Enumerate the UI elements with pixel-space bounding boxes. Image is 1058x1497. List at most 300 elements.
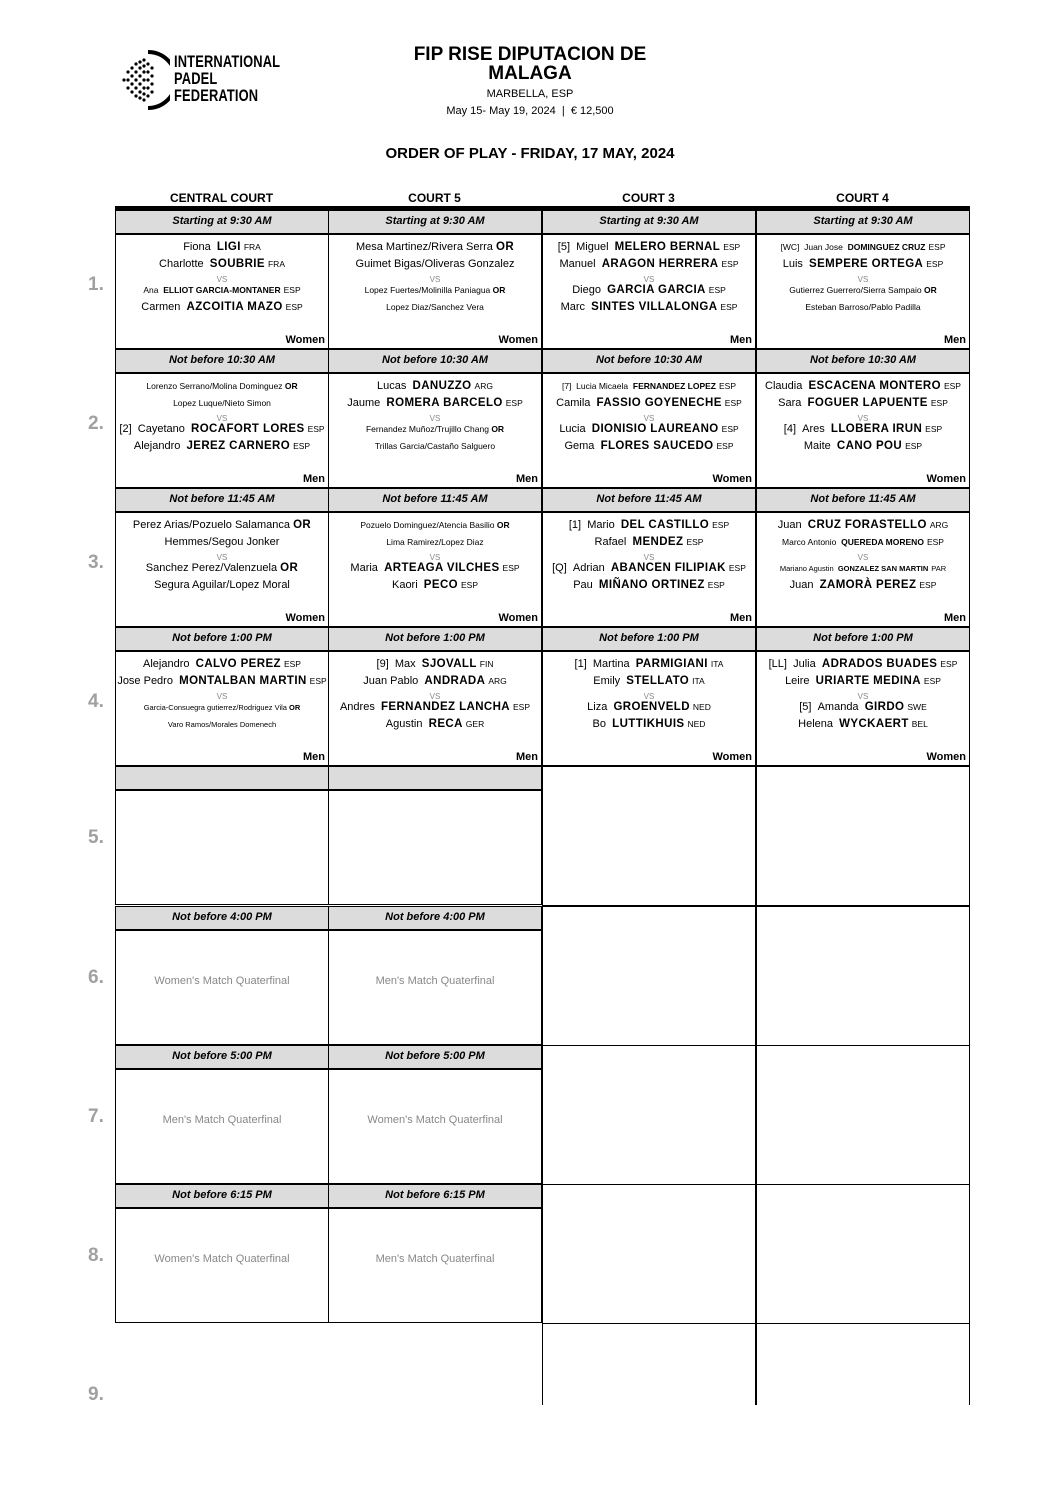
match-category: Women <box>712 751 752 763</box>
pair-names: Mesa Martinez/Rivera Serra <box>355 241 493 253</box>
match-cell-central <box>115 1069 329 1184</box>
vs-separator: VS <box>429 553 441 562</box>
pair-names: Lima Ramirez/Lopez Diaz <box>386 537 484 547</box>
player-line <box>116 258 328 271</box>
vs-separator: VS <box>857 692 869 701</box>
player-line <box>116 701 328 714</box>
match-placeholder: Men's Match Quaterfinal <box>375 975 495 987</box>
match-cell-court3 <box>542 651 756 766</box>
nationality: ESP <box>285 302 303 312</box>
nationality: ESP <box>940 659 958 669</box>
player-last-name: CANO POU <box>836 440 903 452</box>
time-bar: Not before 10:30 AM <box>542 349 756 373</box>
seed: [4] <box>783 423 797 435</box>
pair-names: Lopez Luque/Nieto Simon <box>173 398 271 408</box>
player-line <box>116 380 328 393</box>
nationality: ESP <box>716 441 734 451</box>
match-cell-court3 <box>542 234 756 349</box>
vs-separator: VS <box>643 553 655 562</box>
match-cell-court3 <box>542 1184 756 1324</box>
player-last-name: LUTTIKHUIS <box>612 718 685 730</box>
player-last-name: MENDEZ <box>632 536 684 548</box>
player-first-name: Camila <box>556 397 591 409</box>
time-bar: Not before 11:45 AM <box>542 488 756 512</box>
nationality: ESP <box>925 424 943 434</box>
player-first-name: Martina <box>592 658 630 670</box>
player-line <box>329 301 541 314</box>
pair-names: Garcia-Consuegra gutierrez/Rodriguez Vila <box>143 703 287 712</box>
player-line <box>116 423 328 436</box>
player-last-name: QUEREDA MORENO <box>841 537 924 547</box>
match-placeholder: Women's Match Quaterfinal <box>154 975 290 987</box>
match-category: Women <box>926 473 966 485</box>
player-first-name: Gema <box>564 440 595 452</box>
player-first-name: Liza <box>587 701 608 713</box>
player-line <box>116 241 328 254</box>
time-bar: Not before 11:45 AM <box>756 488 970 512</box>
row-number: 4. <box>88 691 104 712</box>
player-last-name: PARMIGIANI <box>635 658 708 670</box>
player-first-name: Alejandro <box>133 440 181 452</box>
player-first-name: Sara <box>778 397 802 409</box>
nationality: ARG <box>488 676 507 686</box>
player-first-name: Adrian <box>572 562 605 574</box>
player-line <box>543 718 755 731</box>
match-cell-court4 <box>756 651 970 766</box>
match-cell-central <box>115 651 329 766</box>
row-number: 5. <box>88 827 104 848</box>
player-first-name: Juan <box>789 579 814 591</box>
player-line <box>329 675 541 688</box>
pair-names: Perez Arias/Pozuelo Salamanca <box>132 519 291 531</box>
time-bar: Not before 10:30 AM <box>756 349 970 373</box>
logo-line-2: PADEL <box>174 70 218 88</box>
player-last-name: URIARTE MEDINA <box>815 675 921 687</box>
player-last-name: GONZALEZ SAN MARTIN <box>837 564 929 573</box>
player-line <box>329 579 541 592</box>
player-last-name: PECO <box>423 579 458 591</box>
nationality: GER <box>465 719 485 729</box>
seed: [1] <box>568 519 582 531</box>
match-category: Men <box>944 334 966 346</box>
player-first-name: Manuel <box>559 258 596 270</box>
player-last-name: ESCACENA MONTERO <box>808 380 941 392</box>
player-line <box>757 423 969 436</box>
seed: [WC] <box>780 242 800 252</box>
vs-separator: VS <box>216 692 228 701</box>
player-last-name: DEL CASTILLO <box>620 519 710 531</box>
player-line <box>329 440 541 453</box>
match-cell-central <box>115 790 329 905</box>
player-first-name: Mario <box>587 519 615 531</box>
title-line-1: FIP RISE DIPUTACION DE <box>413 44 647 65</box>
match-cell-court5 <box>328 651 542 766</box>
nationality: ESP <box>307 424 325 434</box>
nationality: ESP <box>686 537 704 547</box>
player-last-name: SJOVALL <box>421 658 477 670</box>
player-first-name: Luis <box>782 258 803 270</box>
player-last-name: WYCKAERT <box>839 718 909 730</box>
player-line <box>543 380 755 393</box>
vs-separator: VS <box>857 553 869 562</box>
court-header-central: CENTRAL COURT <box>169 191 274 205</box>
empty-cell-court3 <box>542 1323 756 1405</box>
time-bar: Not before 1:00 PM <box>115 627 329 651</box>
time-bar: Starting at 9:30 AM <box>542 210 756 234</box>
row-number: 7. <box>88 1106 104 1127</box>
player-line <box>543 579 755 592</box>
player-first-name: Juan <box>777 519 802 531</box>
player-line <box>543 301 755 314</box>
time-bar: Not before 10:30 AM <box>115 349 329 373</box>
player-first-name: Diego <box>572 284 601 296</box>
time-bar: Not before 11:45 AM <box>115 488 329 512</box>
player-first-name: Julia <box>793 658 816 670</box>
player-line <box>116 562 328 575</box>
player-last-name: JEREZ CARNERO <box>186 440 291 452</box>
match-cell-court5 <box>328 930 542 1045</box>
tournament-location: MARBELLA, ESP <box>486 88 574 100</box>
player-line <box>543 519 755 532</box>
player-line <box>329 380 541 393</box>
nationality: ESP <box>943 381 961 391</box>
match-cell-court3 <box>542 1045 756 1185</box>
match-cell-court3 <box>542 906 756 1046</box>
nationality: FIN <box>479 659 494 669</box>
vs-separator: VS <box>429 275 441 284</box>
player-line <box>757 258 969 271</box>
nationality: FRA <box>243 242 261 252</box>
vs-separator: VS <box>429 414 441 423</box>
match-category: Men <box>516 473 538 485</box>
player-last-name: DIONISIO LAUREANO <box>591 423 719 435</box>
player-first-name: Marco Antonio <box>782 537 837 547</box>
player-line <box>543 658 755 671</box>
player-last-name: ELLIOT GARCIA-MONTANER <box>163 285 281 295</box>
player-last-name: FLORES SAUCEDO <box>600 440 714 452</box>
or-label: OR <box>284 381 298 391</box>
player-line <box>116 658 328 671</box>
player-last-name: SEMPERE ORTEGA <box>809 258 924 270</box>
player-first-name: Rafael <box>594 536 627 548</box>
player-last-name: ARAGON HERRERA <box>601 258 719 270</box>
seed: [Q] <box>552 562 567 574</box>
nationality: SWE <box>907 702 927 712</box>
player-line <box>757 562 969 575</box>
vs-separator: VS <box>216 414 228 423</box>
nationality: ESP <box>926 537 944 547</box>
nationality: FRA <box>267 259 285 269</box>
match-cell-central <box>115 1208 329 1323</box>
nationality: NED <box>687 719 706 729</box>
match-cell-court4 <box>756 512 970 627</box>
player-line <box>116 718 328 731</box>
player-line <box>116 301 328 314</box>
player-last-name: ANDRADA <box>424 675 486 687</box>
seed: [LL] <box>768 658 787 670</box>
player-line <box>329 284 541 297</box>
row-number: 1. <box>88 274 104 295</box>
nationality: ESP <box>724 398 742 408</box>
match-cell-central <box>115 930 329 1045</box>
nationality: ESP <box>309 676 327 686</box>
match-placeholder: Men's Match Quaterfinal <box>162 1114 282 1126</box>
player-line <box>329 658 541 671</box>
player-line <box>543 397 755 410</box>
nationality: ESP <box>719 381 737 391</box>
pair-names: Hemmes/Segou Jonker <box>164 536 280 548</box>
match-category: Men <box>516 751 538 763</box>
player-first-name: Maria <box>350 562 378 574</box>
tournament-dates-prize: May 15- May 19, 2024 | € 12,500 <box>446 105 614 117</box>
player-last-name: DANUZZO <box>412 380 472 392</box>
match-category: Women <box>498 612 538 624</box>
tournament-title <box>340 45 720 83</box>
empty-cell-court4 <box>756 1323 970 1405</box>
player-first-name: Leire <box>785 675 810 687</box>
time-bar: Starting at 9:30 AM <box>115 210 329 234</box>
player-line <box>757 241 969 254</box>
player-last-name: ROMERA BARCELO <box>386 397 503 409</box>
row-number: 9. <box>88 1384 104 1405</box>
match-category: Women <box>712 473 752 485</box>
logo-line-3: FEDERATION <box>174 87 259 105</box>
pair-names: Trillas Garcia/Castaño Salguero <box>374 441 496 451</box>
match-cell-court3 <box>542 512 756 627</box>
player-last-name: AZCOITIA MAZO <box>186 301 283 313</box>
pair-names: Fernandez Muñoz/Trujillo Chang <box>365 424 489 434</box>
nationality: ESP <box>283 659 301 669</box>
player-first-name: Jose Pedro <box>117 675 173 687</box>
nationality: PAR <box>931 564 947 573</box>
pair-names: Pozuelo Dominguez/Atencia Basilio <box>360 520 495 530</box>
time-bar: Starting at 9:30 AM <box>328 210 542 234</box>
time-bar: Not before 5:00 PM <box>328 1045 542 1069</box>
vs-separator: VS <box>216 553 228 562</box>
player-first-name: Maite <box>803 440 831 452</box>
logo-wordmark <box>174 54 280 105</box>
or-label: OR <box>923 285 937 295</box>
player-line <box>543 701 755 714</box>
match-cell-court5 <box>328 234 542 349</box>
player-last-name: ZAMORÀ PEREZ <box>819 579 917 591</box>
player-first-name: Ana <box>143 285 159 295</box>
order-of-play-title: ORDER OF PLAY - FRIDAY, 17 MAY, 2024 <box>385 145 675 162</box>
player-last-name: RECA <box>428 718 463 730</box>
match-cell-central <box>115 234 329 349</box>
player-first-name: Jaume <box>347 397 381 409</box>
player-last-name: SINTES VILLALONGA <box>591 301 718 313</box>
nationality: BEL <box>911 719 928 729</box>
match-cell-court5 <box>328 1069 542 1184</box>
player-line <box>757 701 969 714</box>
match-cell-court5 <box>328 790 542 905</box>
player-last-name: ABANCEN FILIPIAK <box>610 562 726 574</box>
nationality: ESP <box>930 398 948 408</box>
nationality: ESP <box>293 441 311 451</box>
seed: [7] <box>561 381 572 391</box>
pair-names: Varo Ramos/Morales Domenech <box>167 720 277 729</box>
nationality: ESP <box>283 285 301 295</box>
time-bar: Not before 4:00 PM <box>328 906 542 930</box>
player-line <box>757 397 969 410</box>
player-line <box>116 536 328 549</box>
nationality: ESP <box>923 676 941 686</box>
player-first-name: Emily <box>593 675 621 687</box>
seed: [9] <box>376 658 389 670</box>
vs-separator: VS <box>643 414 655 423</box>
player-first-name: Amanda <box>817 701 859 713</box>
nationality: ESP <box>708 285 726 295</box>
nationality: ESP <box>728 563 746 573</box>
player-first-name: Claudia <box>765 380 803 392</box>
player-first-name: Bo <box>592 718 607 730</box>
player-last-name: LIGI <box>216 241 241 253</box>
player-line <box>116 284 328 297</box>
player-last-name: GROENVELD <box>613 701 690 713</box>
row-number: 3. <box>88 552 104 573</box>
match-cell-court3 <box>542 373 756 488</box>
vs-separator: VS <box>857 275 869 284</box>
match-cell-court4 <box>756 373 970 488</box>
player-line <box>757 380 969 393</box>
player-last-name: GARCIA GARCIA <box>607 284 706 296</box>
player-line <box>757 718 969 731</box>
player-last-name: GIRDO <box>864 701 905 713</box>
player-first-name: Lucas <box>377 380 407 392</box>
match-placeholder: Women's Match Quaterfinal <box>154 1253 290 1265</box>
player-first-name: Andres <box>339 701 375 713</box>
player-line <box>543 423 755 436</box>
player-line <box>116 579 328 592</box>
player-line <box>329 718 541 731</box>
vs-separator: VS <box>216 275 228 284</box>
match-cell-court5 <box>328 373 542 488</box>
player-line <box>757 675 969 688</box>
row-number: 6. <box>88 967 104 988</box>
player-first-name: Lucia Micaela <box>576 381 629 391</box>
match-category: Men <box>730 334 752 346</box>
or-label: OR <box>280 562 299 574</box>
player-first-name: Alejandro <box>143 658 190 670</box>
nationality: ESP <box>720 302 738 312</box>
row-number: 2. <box>88 413 104 434</box>
player-line <box>757 536 969 549</box>
player-first-name: Miguel <box>576 241 609 253</box>
player-line <box>329 536 541 549</box>
player-line <box>757 658 969 671</box>
player-last-name: ROCAFORT LORES <box>190 423 305 435</box>
seed: [1] <box>574 658 587 670</box>
player-line <box>329 519 541 532</box>
match-category: Women <box>926 751 966 763</box>
player-line <box>543 241 755 254</box>
nationality: ESP <box>505 398 523 408</box>
player-line <box>543 440 755 453</box>
match-category: Men <box>303 751 325 763</box>
player-last-name: CRUZ FORASTELLO <box>807 519 927 531</box>
player-first-name: Mariano Agustin <box>779 564 834 573</box>
seed: [2] <box>119 423 132 435</box>
vs-separator: VS <box>857 414 869 423</box>
court-header-court4: COURT 4 <box>836 191 889 205</box>
or-label: OR <box>491 424 505 434</box>
player-line <box>543 258 755 271</box>
court-header-court3: COURT 3 <box>622 191 675 205</box>
nationality: ESP <box>721 424 739 434</box>
player-line <box>329 562 541 575</box>
player-line <box>329 258 541 271</box>
player-line <box>329 397 541 410</box>
nationality: NED <box>692 702 711 712</box>
or-label: OR <box>495 241 515 253</box>
pair-names: Sanchez Perez/Valenzuela <box>145 562 278 574</box>
nationality: ESP <box>461 580 479 590</box>
player-line <box>329 241 541 254</box>
player-first-name: Cayetano <box>137 423 185 435</box>
time-bar: Not before 5:00 PM <box>115 1045 329 1069</box>
time-bar: Not before 1:00 PM <box>328 627 542 651</box>
nationality: ESP <box>513 702 531 712</box>
player-last-name: SOUBRIE <box>209 258 265 270</box>
time-bar: Not before 10:30 AM <box>328 349 542 373</box>
nationality: ESP <box>928 242 946 252</box>
player-last-name: FERNANDEZ LANCHA <box>380 701 511 713</box>
match-category: Men <box>303 473 325 485</box>
pair-names: Guimet Bigas/Oliveras Gonzalez <box>355 258 515 270</box>
nationality: ITA <box>710 659 724 669</box>
player-line <box>116 440 328 453</box>
vs-separator: VS <box>643 692 655 701</box>
time-bar: Not before 1:00 PM <box>542 627 756 651</box>
player-line <box>116 675 328 688</box>
player-line <box>543 562 755 575</box>
pair-names: Lopez Fuertes/Molinilla Paniagua <box>364 285 491 295</box>
player-line <box>757 301 969 314</box>
match-category: Men <box>730 612 752 624</box>
time-bar <box>328 766 542 790</box>
title-line-2: MALAGA <box>488 63 572 84</box>
player-first-name: Pau <box>573 579 593 591</box>
vs-separator: VS <box>429 692 441 701</box>
nationality: ESP <box>905 441 923 451</box>
player-last-name: FOGUER LAPUENTE <box>807 397 928 409</box>
match-category: Women <box>285 612 325 624</box>
pair-names: Lopez Diaz/Sanchez Vera <box>386 302 484 312</box>
nationality: ESP <box>707 580 725 590</box>
player-last-name: DOMINGUEZ CRUZ <box>847 242 926 252</box>
player-line <box>543 536 755 549</box>
player-line <box>543 284 755 297</box>
time-bar: Not before 6:15 PM <box>115 1184 329 1208</box>
player-line <box>757 519 969 532</box>
player-first-name: Fiona <box>183 241 211 253</box>
time-bar: Not before 1:00 PM <box>756 627 970 651</box>
player-first-name: Agustin <box>385 718 423 730</box>
player-last-name: LLOBERA IRUN <box>830 423 923 435</box>
player-last-name: MONTALBAN MARTIN <box>179 675 307 687</box>
ipf-logo <box>118 46 288 116</box>
player-line <box>116 519 328 532</box>
or-label: OR <box>293 519 312 531</box>
match-cell-court4 <box>756 906 970 1046</box>
time-bar: Not before 6:15 PM <box>328 1184 542 1208</box>
match-cell-court3 <box>542 766 756 906</box>
logo-line-1: INTERNATIONAL <box>174 53 281 71</box>
vs-separator: VS <box>643 275 655 284</box>
match-cell-court5 <box>328 512 542 627</box>
match-category: Men <box>944 612 966 624</box>
